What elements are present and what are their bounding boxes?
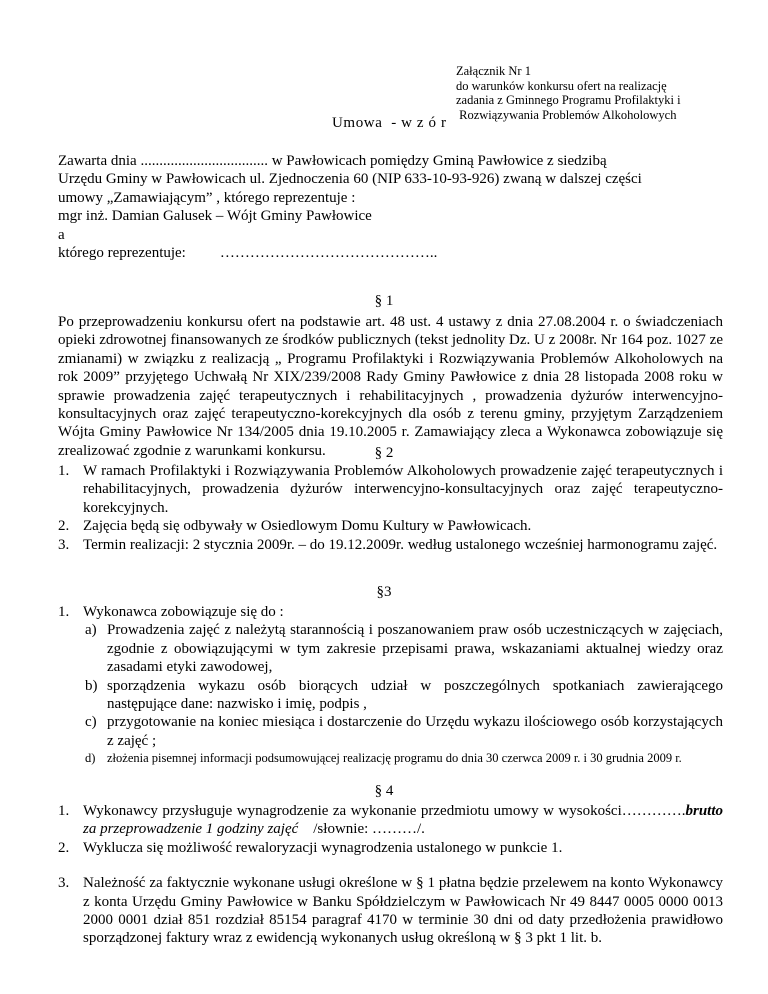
sub-item-text: Prowadzenia zajęć z należytą starannością i poszanowaniem praw osób uczestniczących w zajęciach, zgodnie z obowiązującymi w tym zakresie przepisami prawa, wskazaniami aktualnej wiedzy oraz zasadami etyki zawodowej, [107,622,723,676]
annex-note [456,64,746,122]
item-text: W ramach Profilaktyki i Rozwiązywania Problemów Alkoholowych prowadzenie zajęć terapeutycznych i rehabilitacyjnych, prowadzenia dyżurów interwencyjno-konsultacyjnych oraz zajęć terapeutyczno-korekcyjnych. [83,463,723,516]
item-text: Wykonawca zobowiązuje się do : [83,604,284,620]
item-text: Termin realizacji: 2 stycznia 2009r. – do 19.12.2009r. według ustalonego wcześniej harmonogramu zajęć. [83,536,718,553]
annex-line: Załącznik Nr 1 [456,64,531,78]
item-number: 1. [58,803,70,819]
brutto-label: brutto [685,803,723,819]
intro-line: a [58,226,65,243]
item-number: 1. [58,604,70,620]
item-number: 1. [58,463,70,479]
section-2-list [58,462,723,554]
item-number: 2. [58,518,70,535]
item-text: Wykonawcy przysługuje wynagrodzenie za wykonanie przedmiotu umowy w wysokości…………. [83,803,686,819]
intro-line: umowy „Zamawiającym” , którego reprezentuje : [58,189,356,206]
list-item [58,603,723,767]
sub-item-letter: d) [85,751,96,766]
intro-line: Zawarta dnia .................................. w Pawłowicach pomiędzy Gminą Pawłowice z siedzibą [58,153,607,169]
sub-item-text: złożenia pisemnej informacji podsumowującej realizację programu do dnia 30 czerwca 2009 r. i 30 grudnia 2009 r. [107,751,682,766]
list-item [58,517,723,535]
document-title: Umowa - w z ó r [332,115,447,131]
annex-line: do warunków konkursu ofert na realizację [456,78,667,93]
item-number: 2. [58,839,70,856]
section-4-list [58,802,723,948]
section-4-heading: § 4 [374,783,394,799]
list-item [58,839,723,857]
section-3-list [58,603,723,767]
sub-item-text: przygotowanie na koniec miesiąca i dostarczenie do Urzędu wykazu ilościowego osób korzystających z zajęć ; [107,714,723,749]
item-text: Należność za faktycznie wykonane usługi określone w § 1 płatna będzie przelewem na konto Wykonawcy z konta Urzędu Gminy Pawłowice w Banku Spółdzielczym w Pawłowicach Nr 49 8447 0005 0000 0013 2000 0001 dział 851 rozdział 85154 paragraf 4170 w terminie 30 dni od daty przedłożenia prawidłowo sporządzonej faktury wraz z ewidencją wykonanych usług określoną w § 3 pkt 1 lit. b. [83,875,723,947]
list-item [58,536,723,554]
section-1-text: Po przeprowadzeniu konkursu ofert na podstawie art. 48 ust. 4 ustawy z dnia 27.08.2004 r. o świadczeniach opieki zdrowotnej finansowanych ze środków publicznych (tekst jednolity Dz. U z 2008r. Nr 164 poz. 1027 ze zmianami) w związku z realizacją „ Programu Profilaktyki i Rozwiązywania Problemów Alkoholowych na rok 2009” przyjętego Uchwałą Nr XIX/239/2008 Rady Gminy Pawłowice z dnia 28 listopada 2008 roku w sprawie prowadzenia zajęć terapeutycznych i rehabilitacyjnych , prowadzenia dyżurów interwencyjno-konsultacyjnych oraz zajęć terapeutyczno-korekcyjnych dla osób z terenu gminy, przyjętym Zarządzeniem Wójta Gminy Pawłowice Nr 134/2005 dnia 19.10.2005 r. Zamawiający zleca a Wykonawca zobowiązuje się zrealizować zgodnie z warunkami konkursu. [58,314,723,459]
sub-item-letter: c) [85,714,97,731]
intro-block [58,152,723,262]
item-text: Zajęcia będą się odbywały w Osiedlowym Domu Kultury w Pawłowicach. [83,518,532,535]
sub-item-letter: a) [85,622,97,639]
annex-line: Rozwiązywania Problemów Alkoholowych [456,107,677,122]
amount-in-words: /słownie: ………/. [298,821,425,838]
section-2-heading: § 2 [374,445,394,461]
sub-item [83,621,723,676]
intro-line: mgr inż. Damian Galusek – Wójt Gminy Pawłowice [58,208,372,225]
item-text: Wyklucza się możliwość rewaloryzacji wynagrodzenia ustalonego w punkcie 1. [83,839,563,856]
sub-item-letter: b) [85,677,98,694]
sub-item [83,713,723,750]
section-1-heading: § 1 [374,293,394,309]
sub-item [83,750,723,767]
list-item [58,802,723,839]
item-number: 3. [58,875,70,892]
annex-line: zadania z Gminnego Programu Profilaktyki i [456,93,681,107]
sub-item-text: sporządzenia wykazu osób biorących udział w poszczególnych spotkaniach zawierającego następujące dane: nazwisko i imię, podpis , [107,677,723,713]
intro-line: Urzędu Gminy w Pawłowicach ul. Zjednoczenia 60 (NIP 633-10-93-926) zwaną w dalszej części [58,171,642,188]
representative-label: którego reprezentuje: [58,245,186,262]
list-item [58,462,723,517]
intro-representative-line [58,244,723,262]
sub-item [83,677,723,714]
representative-dots: …………………………………….. [219,245,438,262]
item-number: 3. [58,536,70,553]
section-3-sublist [83,621,723,767]
rate-basis: za przeprowadzenie 1 godziny zajęć [83,821,299,838]
list-item [58,874,723,948]
section-3-heading: §3 [376,584,392,600]
